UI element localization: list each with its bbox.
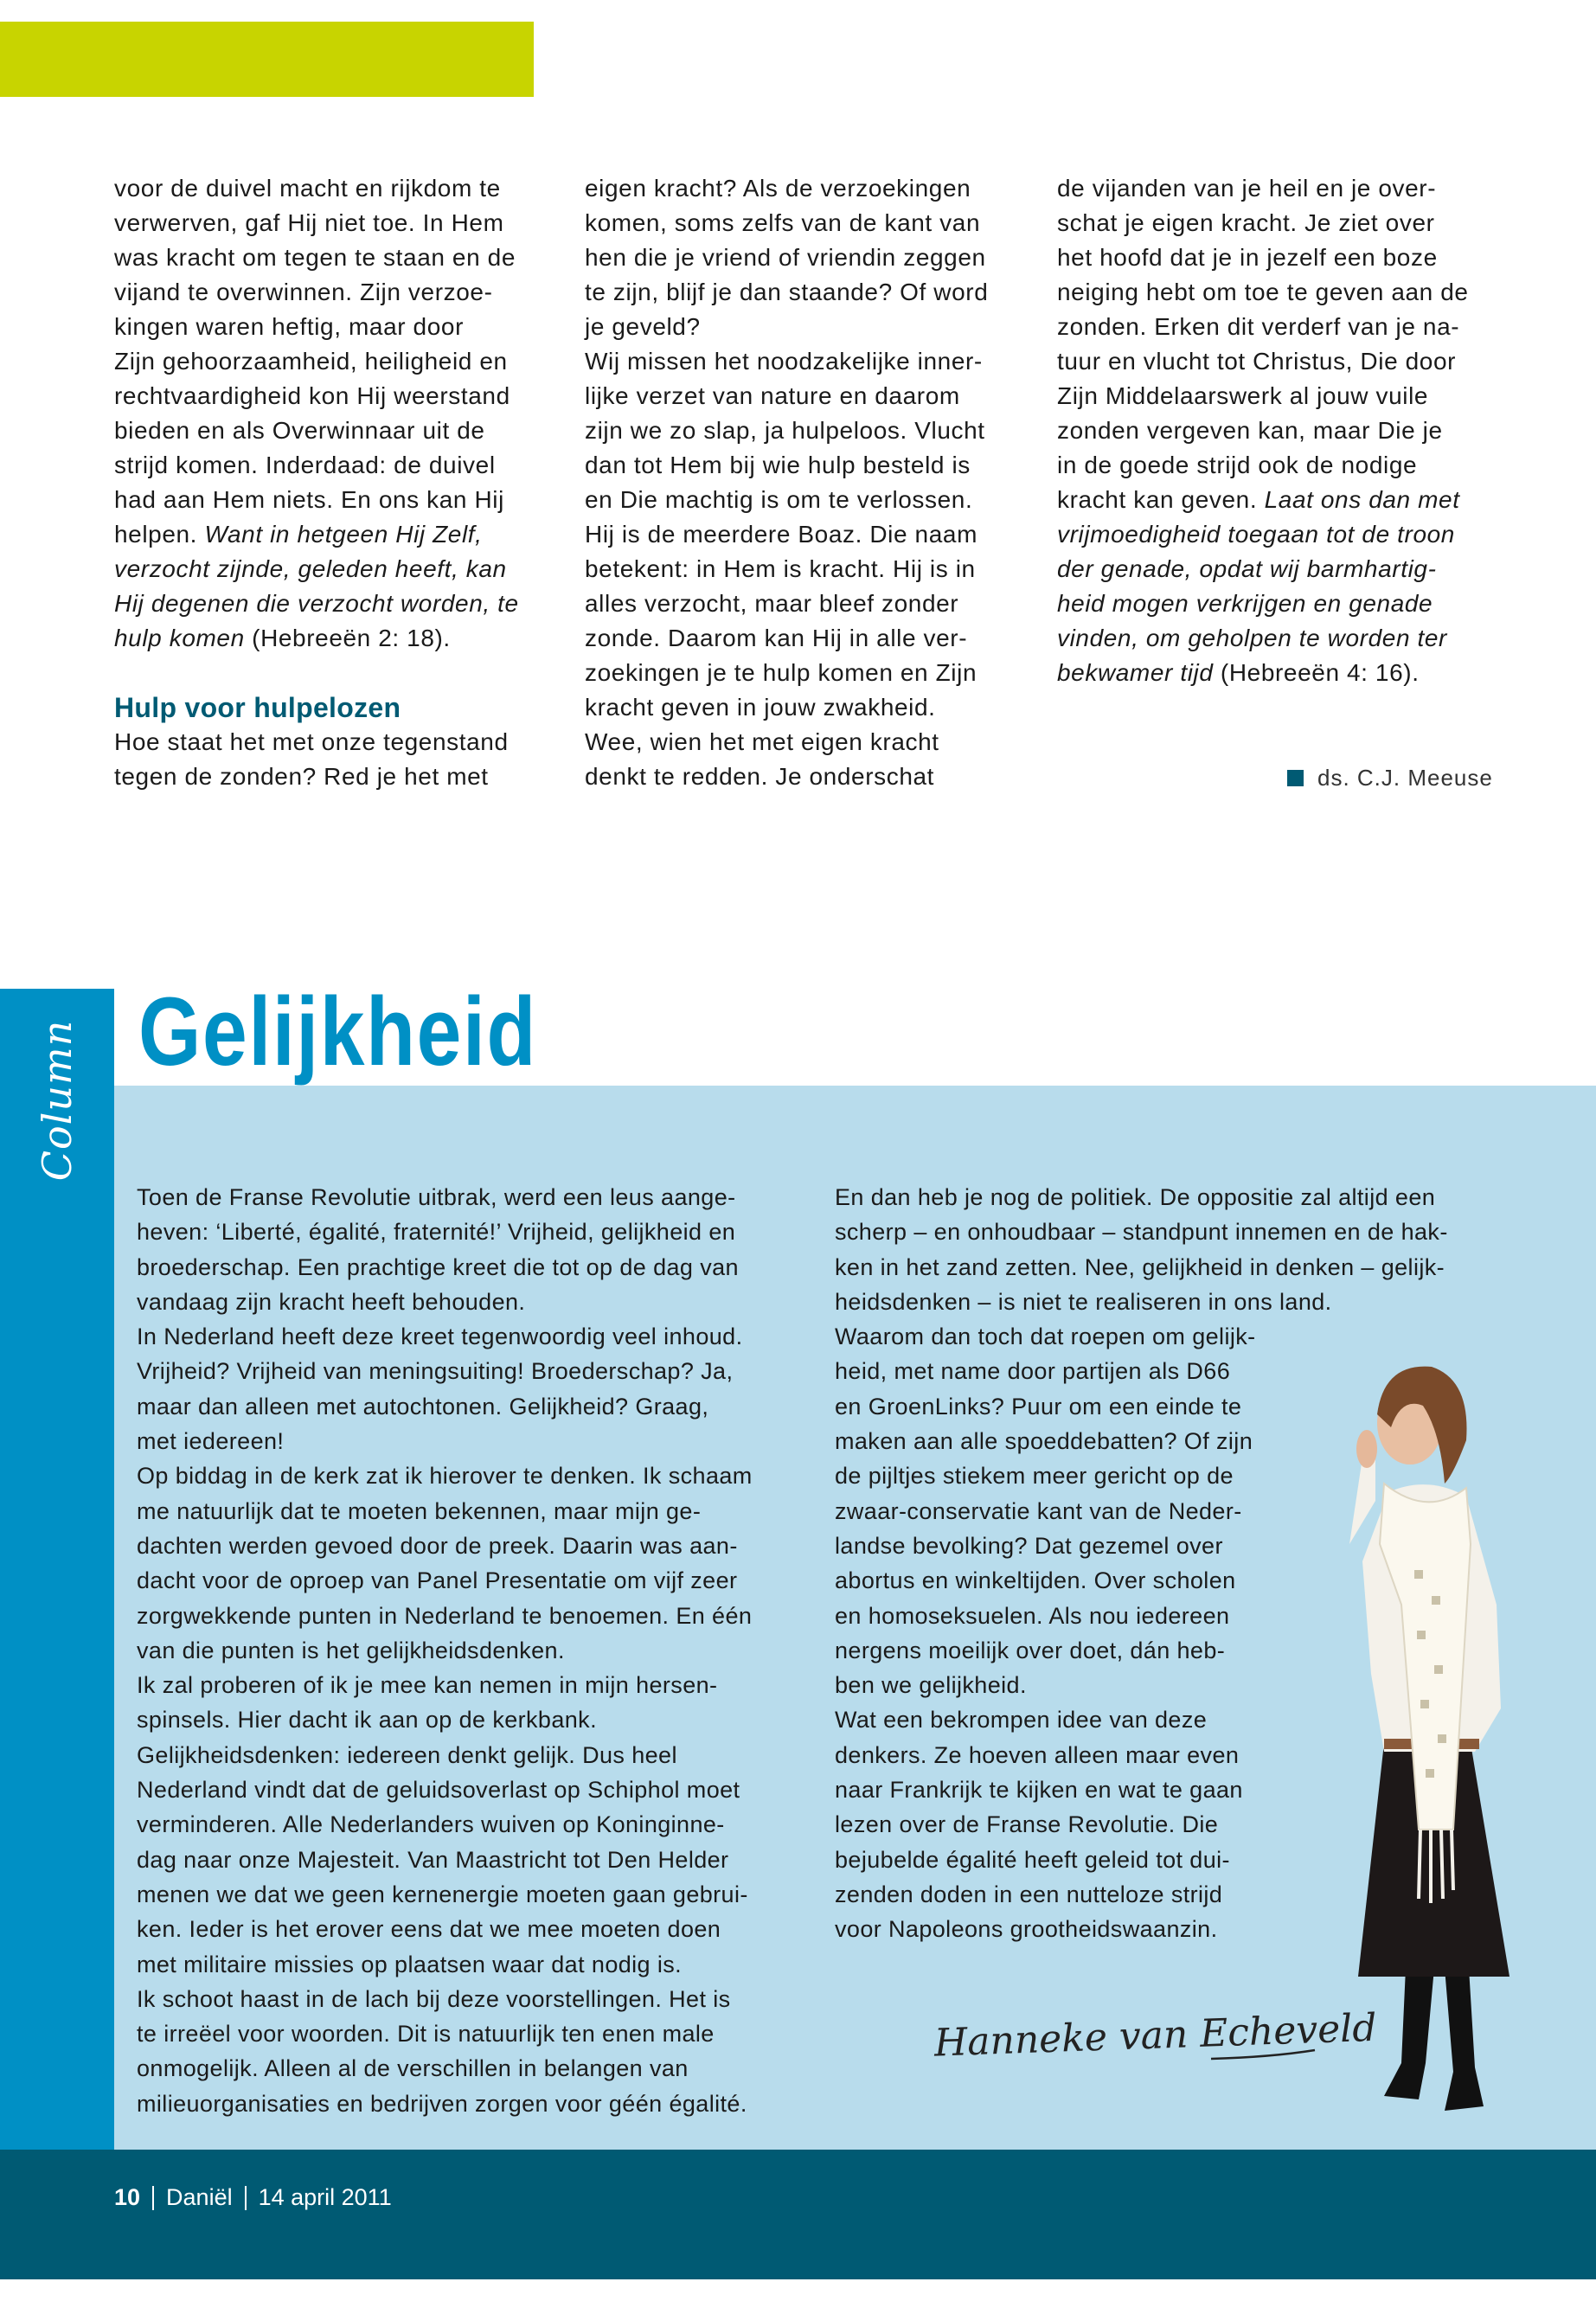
text-line: zonde. Daarom kan Hij in alle ver- xyxy=(585,625,968,651)
square-bullet-icon xyxy=(1287,770,1304,786)
text-line: hen die je vriend of vriendin zeggen xyxy=(585,244,986,271)
text-line xyxy=(1057,483,1469,517)
text-segment: (Hebreeën 4: 16). xyxy=(1213,659,1420,686)
page-footer xyxy=(0,2150,1596,2279)
text-line xyxy=(114,586,519,621)
text-line: Nederland vindt dat de geluidsoverlast op Schiphol moet xyxy=(137,1777,740,1804)
text-line: voor Napoleons grootheidswaanzin. xyxy=(835,1916,1218,1943)
text-line: naar Frankrijk te kijken en wat te gaan xyxy=(835,1777,1243,1804)
text-line: de vijanden van je heil en je over- xyxy=(1057,175,1437,202)
text-line: zijn we zo slap, ja hulpeloos. Vlucht xyxy=(585,417,985,444)
text-segment: (Hebreeën 2: 18). xyxy=(244,625,451,651)
text-line: me natuurlijk dat te moeten bekennen, maar mijn ge- xyxy=(137,1497,702,1524)
subheading: Hulp voor hulpelozen xyxy=(114,692,401,723)
text-line: abortus en winkeltijden. Over scholen xyxy=(835,1567,1236,1594)
text-line: had aan Hem niets. En ons kan Hij xyxy=(114,486,504,513)
italic-quote: bekwamer tijd xyxy=(1057,659,1214,686)
text-line: rechtvaardigheid kon Hij weerstand xyxy=(114,382,510,409)
italic-quote: hulp komen xyxy=(114,625,245,651)
text-line: Ik schoot haast in de lach bij deze voorstellingen. Het is xyxy=(137,1985,731,2012)
text-line: heid, met name door partijen als D66 xyxy=(835,1358,1231,1385)
text-line: zorgwekkende punten in Nederland te benoemen. En één xyxy=(137,1602,753,1629)
text-line: van die punten is het gelijkheidsdenken. xyxy=(137,1637,565,1663)
italic-quote: Laat ons dan met xyxy=(1264,486,1460,513)
section-label: Column xyxy=(34,1019,80,1182)
text-line: milieuorganisaties en bedrijven zorgen voor géén égalité. xyxy=(137,2090,747,2117)
text-line: en Die machtig is om te verlossen. xyxy=(585,486,973,513)
text-line: heidsdenken – is niet te realiseren in ons land. xyxy=(835,1288,1332,1315)
text-line: lijke verzet van nature en daarom xyxy=(585,382,960,409)
text-line: het hoofd dat je in jezelf een boze xyxy=(1057,244,1438,271)
signature-text: Hanneke van Echeveld xyxy=(933,2005,1378,2066)
text-line: In Nederland heeft deze kreet tegenwoordig veel inhoud. xyxy=(137,1324,743,1350)
text-line: dacht voor de oproep van Panel Presentatie om vijf zeer xyxy=(137,1567,738,1594)
text-line: de pijltjes stiekem meer gericht op de xyxy=(835,1463,1234,1490)
text-line: komen, soms zelfs van de kant van xyxy=(585,209,981,236)
italic-quote: vinden, om geholpen te worden ter xyxy=(1057,625,1447,651)
text-line: Hij is de meerdere Boaz. Die naam xyxy=(585,521,977,548)
text-line xyxy=(1057,621,1469,656)
author-photo xyxy=(1324,1345,1531,2124)
text-line: maken aan alle spoeddebatten? Of zijn xyxy=(835,1428,1253,1455)
signature xyxy=(926,1990,1378,2085)
text-line: met militaire missies op plaatsen waar dat nodig is. xyxy=(137,1951,683,1977)
text-line: landse bevolking? Dat gezemel over xyxy=(835,1532,1223,1559)
lime-accent-bar xyxy=(0,22,534,97)
top-article-column-2 xyxy=(585,171,988,794)
text-line: onmogelijk. Alleen al de verschillen in belangen van xyxy=(137,2055,689,2082)
text-line: Toen de Franse Revolutie uitbrak, werd een leus aange- xyxy=(137,1184,736,1210)
text-line: Zijn gehoorzaamheid, heiligheid en xyxy=(114,348,508,375)
text-line: dan tot Hem bij wie hulp besteld is xyxy=(585,452,971,478)
text-line: zoekingen je te hulp komen en Zijn xyxy=(585,659,977,686)
divider xyxy=(245,2186,247,2210)
text-line: Op biddag in de kerk zat ik hierover te denken. Ik schaam xyxy=(137,1463,753,1490)
text-line: zonden vergeven kan, maar Die je xyxy=(1057,417,1443,444)
italic-quote: Want in hetgeen Hij Zelf, xyxy=(204,521,483,548)
text-line: heven: ‘Liberté, égalité, fraternité!’ Vrijheid, gelijkheid en xyxy=(137,1219,736,1246)
text-line: je geveld? xyxy=(585,313,701,340)
text-line: in de goede strijd ook de nodige xyxy=(1057,452,1418,478)
text-line: was kracht om tegen te staan en de xyxy=(114,244,516,271)
text-line: vandaag zijn kracht heeft behouden. xyxy=(137,1288,526,1315)
text-line: En dan heb je nog de politiek. De oppositie zal altijd een xyxy=(835,1184,1436,1210)
text-line: verwerven, gaf Hij niet toe. In Hem xyxy=(114,209,504,236)
text-line: met iedereen! xyxy=(137,1428,285,1455)
text-line xyxy=(1057,586,1469,621)
top-article-column-1 xyxy=(114,171,519,794)
text-line: ben we gelijkheid. xyxy=(835,1672,1027,1699)
text-line: dag naar onze Majesteit. Van Maastricht tot Den Helder xyxy=(137,1846,729,1873)
text-line: neiging hebt om toe te geven aan de xyxy=(1057,279,1469,305)
text-line: Wee, wien het met eigen kracht xyxy=(585,728,939,755)
text-segment: kracht kan geven. xyxy=(1057,486,1265,513)
text-line: ken. Ieder is het erover eens dat we mee moeten doen xyxy=(137,1916,721,1943)
divider xyxy=(152,2186,154,2210)
text-line: voor de duivel macht en rijkdom te xyxy=(114,175,501,202)
author-name: ds. C.J. Meeuse xyxy=(1317,765,1493,791)
text-line: scherp – en onhoudbaar – standpunt innemen en de hak- xyxy=(835,1219,1448,1246)
top-article-column-3 xyxy=(1057,171,1469,690)
text-line: lezen over de Franse Revolutie. Die xyxy=(835,1811,1219,1838)
text-line: zenden doden in een nutteloze strijd xyxy=(835,1881,1223,1907)
text-line: zwaar-conservatie kant van de Neder- xyxy=(835,1497,1242,1524)
text-line: menen we dat we geen kernenergie moeten gaan gebrui- xyxy=(137,1881,748,1907)
text-line: Ik zal proberen of ik je mee kan nemen in mijn hersen- xyxy=(137,1672,718,1699)
text-line: Waarom dan toch dat roepen om gelijk- xyxy=(835,1324,1256,1350)
issue-date: 14 april 2011 xyxy=(258,2184,392,2210)
italic-quote: Hij degenen die verzocht worden, te xyxy=(114,590,519,617)
text-line xyxy=(114,517,519,552)
text-line: ken in het zand zetten. Nee, gelijkheid in denken – gelijk- xyxy=(835,1253,1445,1280)
text-line: verminderen. Alle Nederlanders wuiven op Koninginne- xyxy=(137,1811,725,1838)
text-line: alles verzocht, maar bleef zonder xyxy=(585,590,959,617)
italic-quote: heid mogen verkrijgen en genade xyxy=(1057,590,1433,617)
text-line: Vrijheid? Vrijheid van meningsuiting! Broederschap? Ja, xyxy=(137,1358,734,1385)
italic-quote: verzocht zijnde, geleden heeft, kan xyxy=(114,555,507,582)
magazine-name: Daniël xyxy=(166,2184,233,2210)
text-line: bieden en als Overwinnaar uit de xyxy=(114,417,485,444)
text-line xyxy=(114,621,519,656)
footer-info xyxy=(114,2184,392,2211)
text-line: en GroenLinks? Puur om een einde te xyxy=(835,1393,1242,1420)
text-line xyxy=(114,552,519,586)
page-number: 10 xyxy=(114,2184,141,2210)
text-line: kracht geven in jouw zwakheid. xyxy=(585,694,936,721)
text-line: dachten werden gevoed door de preek. Daarin was aan- xyxy=(137,1532,738,1559)
text-line: Hoe staat het met onze tegenstand xyxy=(114,728,509,755)
text-line: nergens moeilijk over doet, dán heb- xyxy=(835,1637,1226,1663)
text-line: schat je eigen kracht. Je ziet over xyxy=(1057,209,1435,236)
text-line: broederschap. Een prachtige kreet die tot op de dag van xyxy=(137,1253,739,1280)
text-line: eigen kracht? Als de verzoekingen xyxy=(585,175,971,202)
text-line: en homoseksuelen. Als nou iedereen xyxy=(835,1602,1230,1629)
text-line: te irreëel voor woorden. Dit is natuurlijk ten enen male xyxy=(137,2021,715,2048)
text-line: spinsels. Hier dacht ik aan op de kerkbank. xyxy=(137,1707,597,1734)
text-line: vijand te overwinnen. Zijn verzoe- xyxy=(114,279,493,305)
text-line: kingen waren heftig, maar door xyxy=(114,313,464,340)
author-byline xyxy=(1287,765,1493,792)
italic-quote: vrijmoedigheid toegaan tot de troon xyxy=(1057,521,1455,548)
text-line: zonden. Erken dit verderf van je na- xyxy=(1057,313,1460,340)
text-line: Wij missen het noodzakelijke inner- xyxy=(585,348,983,375)
text-line: Zijn Middelaarswerk al jouw vuile xyxy=(1057,382,1429,409)
text-line: denkers. Ze hoeven alleen maar even xyxy=(835,1741,1240,1768)
text-line: te zijn, blijf je dan staande? Of word xyxy=(585,279,989,305)
text-line: Wat een bekrompen idee van deze xyxy=(835,1707,1208,1734)
text-line: denkt te redden. Je onderschat xyxy=(585,763,935,790)
text-line: Gelijkheidsdenken: iedereen denkt gelijk. Dus heel xyxy=(137,1741,677,1768)
text-line: tegen de zonden? Red je het met xyxy=(114,763,489,790)
text-line xyxy=(1057,656,1469,690)
column-title: Gelijkheid xyxy=(138,977,537,1086)
text-line xyxy=(1057,552,1469,586)
text-segment: helpen. xyxy=(114,521,205,548)
text-line xyxy=(1057,517,1469,552)
text-line: betekent: in Hem is kracht. Hij is in xyxy=(585,555,976,582)
column-text-1 xyxy=(137,1180,753,2121)
italic-quote: der genade, opdat wij barmhartig- xyxy=(1057,555,1437,582)
text-line: maar dan alleen met autochtonen. Gelijkheid? Graag, xyxy=(137,1393,709,1420)
text-line: bejubelde égalité heeft geleid tot dui- xyxy=(835,1846,1230,1873)
text-line: strijd komen. Inderdaad: de duivel xyxy=(114,452,496,478)
text-line: tuur en vlucht tot Christus, Die door xyxy=(1057,348,1457,375)
